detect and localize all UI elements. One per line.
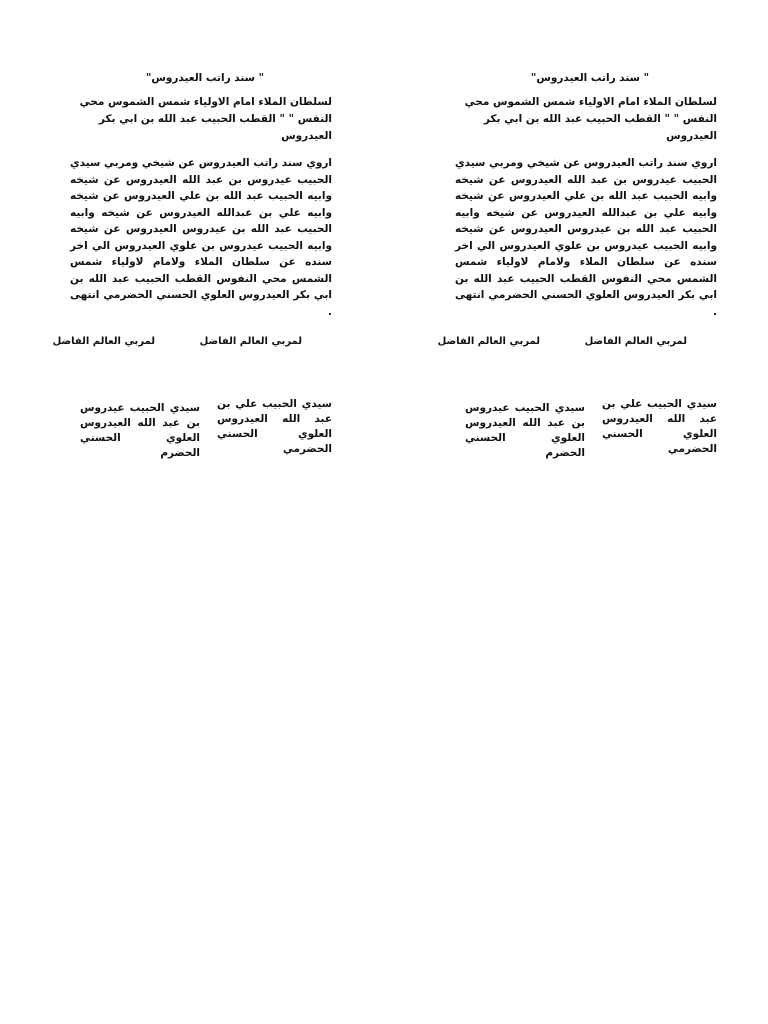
panel-subtitle: لسلطان الملاء امام الاولياء شمس الشموس محي النفس " " القطب الحبيب عبد الله بن ابي بكر العيدروس [79,96,332,142]
signature-name: سيدي الحبيب علي بن عبد الله العيدروس العلوي الحسني الحضرمي [602,398,717,455]
signature-label: لمربي العالم الفاضل [437,336,540,347]
signature-label: لمربي العالم الفاضل [199,336,302,347]
signature-name: سيدي الحبيب علي بن عبد الله العيدروس العلوي الحسني الحضرمي [217,398,332,455]
certificate-panel-right [437,0,725,480]
signature-name: سيدي الحبيب عيدروس بن عبد الله العيدروس العلوي الحسني الحضرم [465,402,585,459]
certificate-panel-left [52,0,340,480]
signature-label: لمربي العالم الفاضل [584,336,687,347]
panel-subtitle: لسلطان الملاء امام الاولياء شمس الشموس محي النفس " " القطب الحبيب عبد الله بن ابي بكر العيدروس [464,96,717,142]
chain-narration-text: اروي سند راتب العيدروس عن شيخي ومربي سيدي الحبيب عيدروس بن عبد الله العيدروس عن شيخه وابيه الحبيب عبد الله بن علي العيدروس عن شيخه وابيه علي بن عبدالله العيدروس عن شيخه وابيه الحبيب عبد الله بن عيدروس العيدروس عن شيخه وابيه الحبيب عيدروس بن علوي العيدروس الي اخر سنده عن سلطان الملاء ولامام لاولياء شمس الشمس محي النفوس القطب الحبيب عبد الله بن ابي بكر العيدروس العلوي الحسني الحضرمي انتهى . [70,157,332,318]
panel-title: " سند راتب العيدروس" [145,72,265,84]
signature-name: سيدي الحبيب عيدروس بن عبد الله العيدروس العلوي الحسني الحضرم [80,402,200,459]
chain-narration-text: اروي سند راتب العيدروس عن شيخي ومربي سيدي الحبيب عيدروس بن عبد الله العيدروس عن شيخه وابيه الحبيب عبد الله بن علي العيدروس عن شيخه وابيه علي بن عبدالله العيدروس عن شيخه وابيه الحبيب عبد الله بن عيدروس العيدروس عن شيخه وابيه الحبيب عيدروس بن علوي العيدروس الي اخر سنده عن سلطان الملاء ولامام لاولياء شمس الشمس محي النفوس القطب الحبيب عبد الله بن ابي بكر العيدروس العلوي الحسني الحضرمي انتهى . [455,157,717,318]
signature-label: لمربي العالم الفاضل [52,336,155,347]
panel-title: " سند راتب العيدروس" [530,72,650,84]
